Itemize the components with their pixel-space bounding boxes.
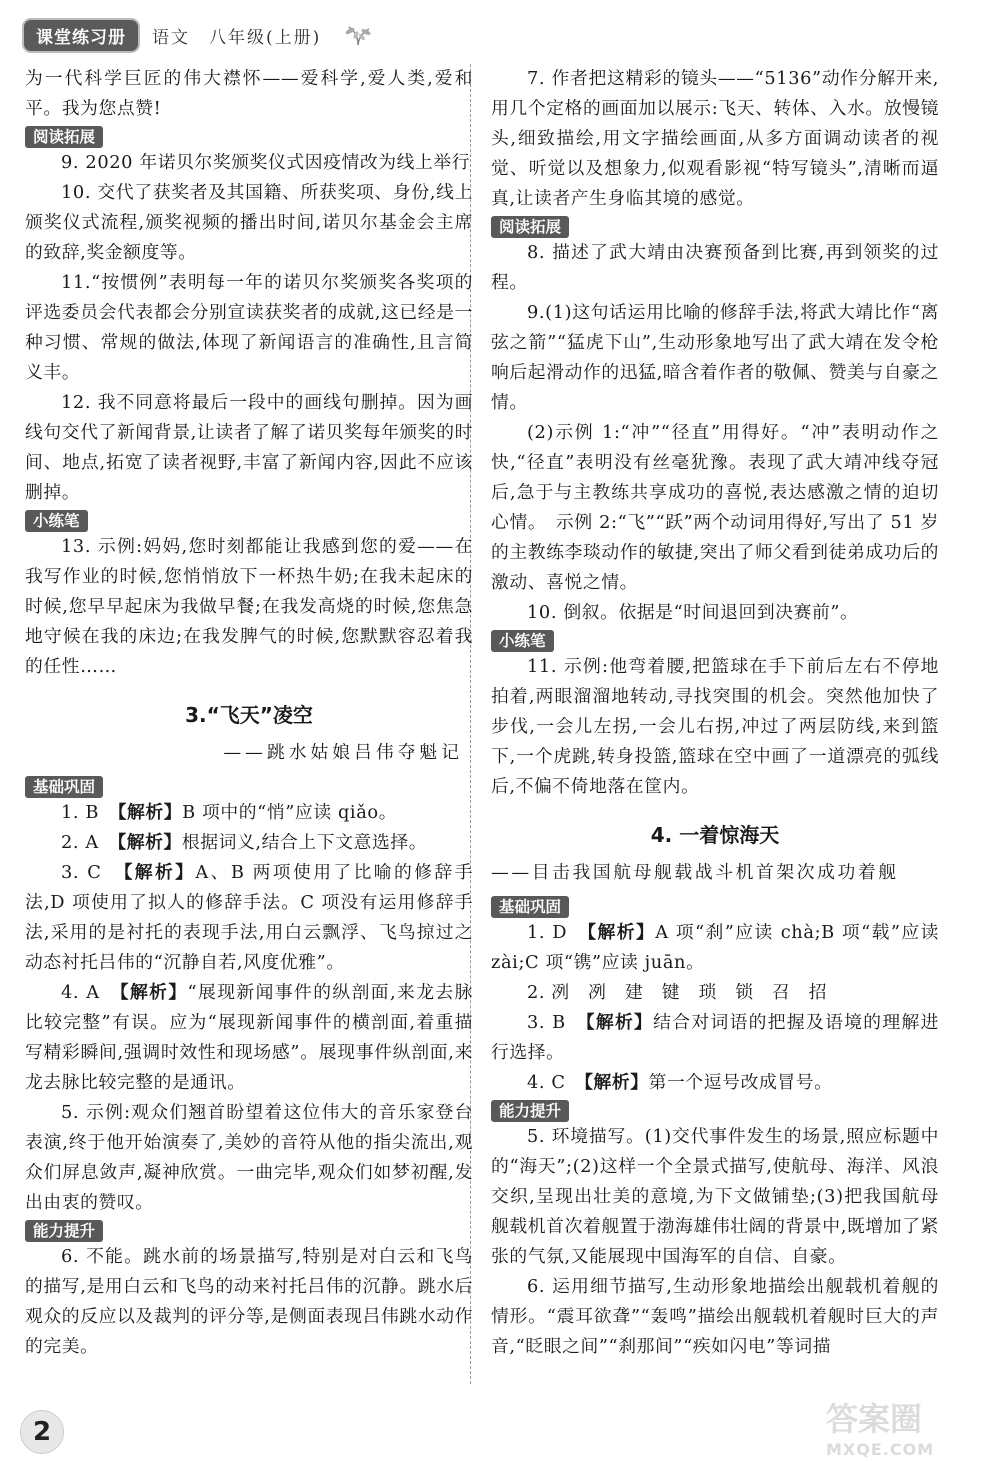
- answer-1: [491, 918, 939, 978]
- analysis-tag: 【解析】: [584, 1072, 649, 1093]
- page-header: [22, 20, 375, 50]
- lesson-subtitle-4: ——目击我国航母舰载战斗机首架次成功着舰: [491, 862, 899, 883]
- answer-explanation: 根据词义,结合上下文意选择。: [181, 832, 428, 853]
- answer-4: [491, 1068, 939, 1098]
- analysis-tag: 【解析】: [119, 982, 188, 1003]
- analysis-tag: 【解析】: [587, 922, 656, 943]
- section-label-basic: 基础巩固: [491, 896, 569, 918]
- answer-choice: 4. C: [527, 1072, 585, 1093]
- answer-explanation: 结合对词语的把握及语境的理解进行选择。: [491, 1012, 939, 1063]
- lesson-title-4: 4. 一着惊海天: [650, 823, 780, 847]
- answer-explanation: B 项中的“悄”应读 qiǎo。: [182, 802, 398, 823]
- answer-11: 11.“按惯例”表明每一年的诺贝尔奖颁奖各奖项的评选委员会代表都会分别宣读获奖者的成就,这已经是一种习惯、常规的做法,体现了新闻语言的准确性,且言简义丰。: [25, 272, 473, 383]
- analysis-tag: 【解析】: [585, 1012, 654, 1033]
- answer-choice: 1. D: [527, 922, 588, 943]
- answer-explanation: A 项“刹”应读 chà;B 项“载”应读 zài;C 项“镌”应读 juān。: [491, 922, 940, 973]
- answer-9-1: 9.(1)这句话运用比喻的修辞手法,将武大靖比作“离弦之箭”“猛虎下山”,生动形象地写出了武大靖在发令枪响后起滑动作的迅猛,暗含着作者的敬佩、赞美与自豪之情。: [491, 302, 939, 413]
- answer-choice: 3. C: [61, 862, 124, 883]
- watermark-main: 答案圈: [826, 1400, 923, 1438]
- answer-11: 11. 示例:他弯着腰,把篮球在手下前后左右不停地拍着,两眼溜溜地转动,寻找突围的机会。突然他加快了步伐,一会儿左拐,一会儿右拐,冲过了两层防线,来到篮下,一个虎跳,转身投篮,篮球在空中画了一道漂亮的弧线后,不偏不倚地落在筐内。: [491, 656, 939, 797]
- section-label-reading: 阅读拓展: [491, 216, 569, 238]
- answer-10: 10. 交代了获奖者及其国籍、所获奖项、身份,线上颁奖仪式流程,颁奖视频的播出时间,诺贝尔基金会主席的致辞,奖金额度等。: [25, 182, 473, 263]
- analysis-tag: 【解析】: [117, 802, 183, 823]
- section-label-ability: 能力提升: [25, 1220, 103, 1242]
- answer-3: [491, 1008, 939, 1068]
- right-column: [491, 64, 939, 1362]
- answer-8: 8. 描述了武大靖由决赛预备到比赛,再到领奖的过程。: [491, 242, 939, 293]
- answer-choice: 1. B: [61, 802, 118, 823]
- site-watermark: [826, 1394, 986, 1459]
- answer-4: [25, 978, 473, 1098]
- plant-ornament-icon: [341, 23, 375, 47]
- watermark-url: MXQE.COM: [826, 1440, 935, 1459]
- subject-grade: 语文 八年级(上册): [152, 27, 322, 48]
- answer-12: 12. 我不同意将最后一段中的画线句删掉。因为画线句交代了新闻背景,让读者了解了诺贝奖每年颁奖的时间、地点,拓宽了读者视野,丰富了新闻内容,因此不应该删掉。: [25, 392, 473, 503]
- section-label-writing: 小练笔: [491, 630, 554, 652]
- answer-choice: 4. A: [61, 982, 120, 1003]
- answer-6: 6. 不能。跳水前的场景描写,特别是对白云和飞鸟的描写,是用白云和飞鸟的动来衬托吕伟的沉静。跳水后观众的反应以及裁判的评分等,是侧面表现吕伟跳水动作的完美。: [25, 1246, 473, 1357]
- analysis-tag: 【解析】: [123, 862, 196, 883]
- book-title-tag: 课堂练习册: [22, 18, 140, 53]
- answer-2: 2. 冽 冽 建 键 琐 锁 召 招: [527, 982, 828, 1003]
- section-label-ability: 能力提升: [491, 1100, 569, 1122]
- answer-choice: 3. B: [527, 1012, 586, 1033]
- answer-5: 5. 示例:观众们翘首盼望着这位伟大的音乐家登台表演,终于他开始演奏了,美妙的音符从他的指尖流出,观众们屏息敛声,凝神欣赏。一曲完毕,观众们如梦初醒,发出由衷的赞叹。: [25, 1102, 473, 1213]
- answer-1: [25, 798, 473, 828]
- answer-3: [25, 858, 473, 978]
- section-label-reading: 阅读拓展: [25, 126, 103, 148]
- answer-9-2: (2)示例 1:“冲”“径直”用得好。“冲”表明动作之快,“径直”表明没有丝毫犹豫。表现了武大靖冲线夺冠后,急于与主教练共享成功的喜悦,表达感激之情的迫切心情。 示例 2:“飞”“跃”两个动词用得好,写出了 51 岁的主教练李琰动作的敏捷,突出了师父看到徒弟成功后的激动、喜悦之情。: [491, 422, 939, 593]
- lesson-subtitle-3: ——跳水姑娘吕伟夺魁记: [223, 742, 463, 763]
- answer-13: 13. 示例:妈妈,您时刻都能让我感到您的爱——在我写作业的时候,您悄悄放下一杯热牛奶;在我未起床的时候,您早早起床为我做早餐;在我发高烧的时候,您焦急地守候在我的床边;在我发脾气的时候,您默默容忍着我的任性……: [25, 536, 473, 677]
- answer-6: 6. 运用细节描写,生动形象地描绘出舰载机着舰的情形。“震耳欲聋”“轰鸣”描绘出舰载机着舰时巨大的声音,“眨眼之间”“刹那间”“疾如闪电”等词描: [491, 1276, 939, 1357]
- section-label-basic: 基础巩固: [25, 776, 103, 798]
- lesson-title-3: 3.“飞天”凌空: [185, 703, 313, 727]
- answer-explanation: 第一个逗号改成冒号。: [648, 1072, 833, 1093]
- answer-explanation: “展现新闻事件的纵剖面,来龙去脉比较完整”有误。应为“展现新闻事件的横剖面,着重描写精彩瞬间,强调时效性和现场感”。展现事件纵剖面,来龙去脉比较完整的是通讯。: [25, 982, 473, 1093]
- page-number: 2: [20, 1410, 64, 1454]
- answer-5: 5. 环境描写。(1)交代事件发生的场景,照应标题中的“海天”;(2)这样一个全景式描写,使航母、海洋、风浪交织,呈现出壮美的意境,为下文做铺垫;(3)把我国航母舰载机首次着舰置于渤海雄伟壮阔的背景中,既增加了紧张的气氛,又能展现中国海军的自信、自豪。: [491, 1126, 939, 1267]
- answer-2: [25, 828, 473, 858]
- section-label-writing: 小练笔: [25, 510, 88, 532]
- answer-choice: 2. A: [61, 832, 118, 853]
- answer-explanation: A、B 两项使用了比喻的修辞手法,D 项使用了拟人的修辞手法。C 项没有运用修辞手法,采用的是衬托的表现手法,用白云飘浮、飞鸟掠过之动态衬托吕伟的“沉静自若,风度优雅”。: [25, 862, 473, 973]
- answer-7: 7. 作者把这精彩的镜头——“5136”动作分解开来,用几个定格的画面加以展示:飞天、转体、入水。放慢镜头,细致描绘,用文字描绘画面,从多方面调动读者的视觉、听觉以及想象力,似观看影视“特写镜头”,清晰而逼真,让读者产生身临其境的感觉。: [491, 68, 939, 209]
- analysis-tag: 【解析】: [117, 832, 182, 853]
- left-column: [25, 64, 473, 1362]
- answer-10: 10. 倒叙。依据是“时间退回到决赛前”。: [527, 602, 859, 623]
- intro-paragraph: 为一代科学巨匠的伟大襟怀——爱科学,爱人类,爱和平。我为您点赞!: [25, 68, 473, 119]
- answer-9: 9. 2020 年诺贝尔奖颁奖仪式因疫情改为线上举行: [61, 152, 471, 173]
